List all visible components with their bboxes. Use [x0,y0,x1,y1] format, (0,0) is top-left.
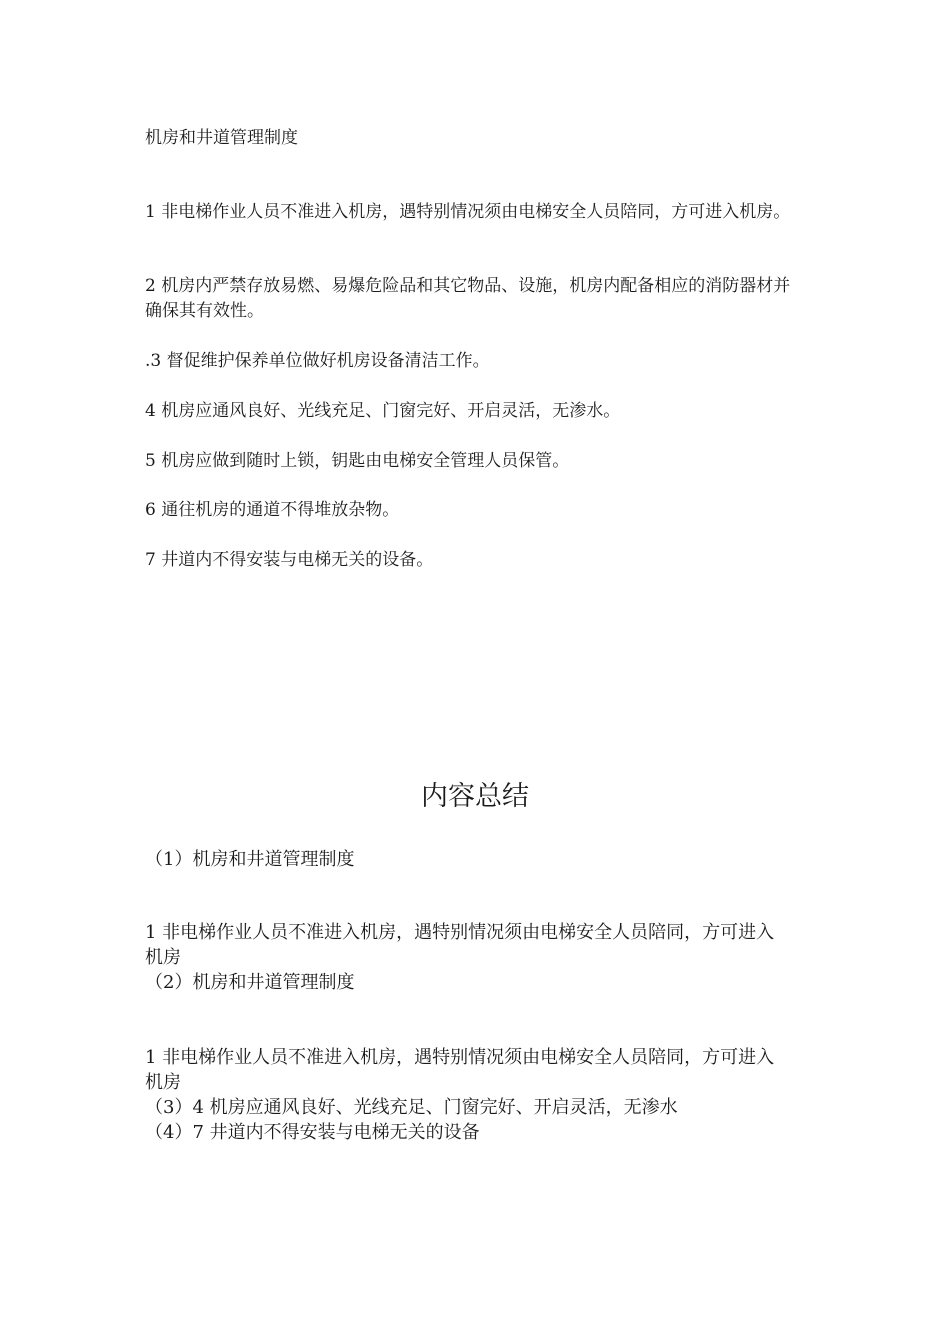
summary-item-2-detail: 1 非电梯作业人员不准进入机房，遇特别情况须由电梯安全人员陪同，方可进入机房 [145,1047,775,1093]
summary-item-1: （1）机房和井道管理制度 [145,849,355,870]
rule-5: 5 机房应做到随时上锁，钥匙由电梯安全管理人员保管。 [145,451,570,471]
rule-2: 2 机房内严禁存放易燃、易爆危险品和其它物品、设施，机房内配备相应的消防器材并确保其有效性。 [145,276,791,321]
rule-3: .3 督促维护保养单位做好机房设备清洁工作。 [145,351,490,371]
rule-6: 6 通往机房的通道不得堆放杂物。 [145,500,400,520]
summary-item-3: （3）4 机房应通风良好、光线充足、门窗完好、开启灵活，无渗水 [145,1097,678,1118]
summary-heading: 内容总结 [421,781,529,812]
rule-7: 7 井道内不得安装与电梯无关的设备。 [145,550,434,570]
summary-item-1-detail: 1 非电梯作业人员不准进入机房，遇特别情况须由电梯安全人员陪同，方可进入机房 [145,922,775,968]
rule-4: 4 机房应通风良好、光线充足、门窗完好、开启灵活，无渗水。 [145,401,621,421]
summary-item-4: （4）7 井道内不得安装与电梯无关的设备 [145,1122,480,1143]
summary-item-2: （2）机房和井道管理制度 [145,972,355,993]
rule-1: 1 非电梯作业人员不准进入机房，遇特别情况须由电梯安全人员陪同，方可进入机房。 [145,202,791,222]
document-title: 机房和井道管理制度 [145,128,298,148]
